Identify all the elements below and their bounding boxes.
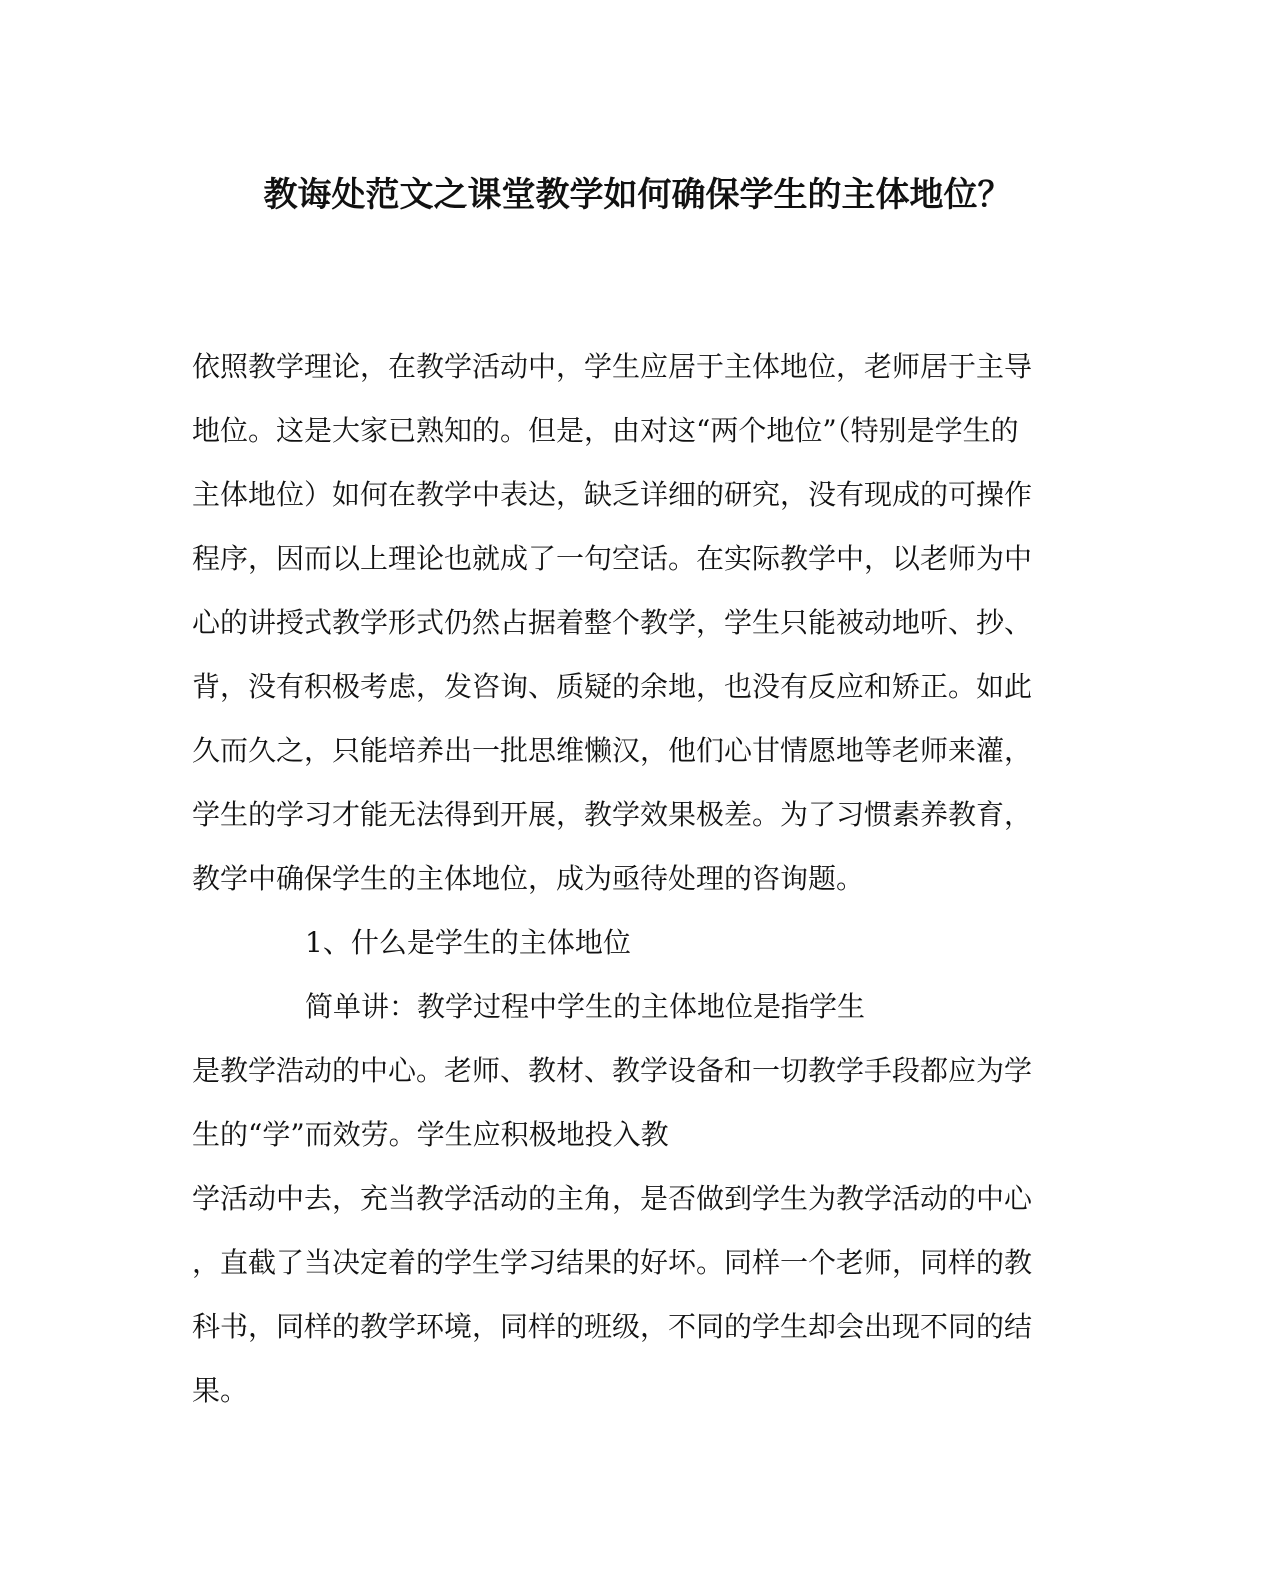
paragraph-line: 背，没有积极考虑，发咨询、质疑的余地，也没有反应和矫正。如此	[192, 670, 1033, 703]
paragraph-line: 生的“学”而效劳。学生应积极地投入教	[192, 1118, 669, 1151]
paragraph-line: 果。	[192, 1374, 249, 1407]
paragraph-line: 心的讲授式教学形式仍然占据着整个教学，学生只能被动地听、抄、	[192, 606, 1033, 639]
document-title: 教诲处范文之课堂教学如何确保学生的主体地位？	[263, 175, 1012, 215]
paragraph-line: 主体地位）如何在教学中表达，缺乏详细的研究，没有现成的可操作	[192, 478, 1033, 511]
paragraph-line: ，直截了当决定着的学生学习结果的好坏。同样一个老师，同样的教	[192, 1246, 1033, 1279]
paragraph-line: 程序，因而以上理论也就成了一句空话。在实际教学中，以老师为中	[192, 542, 1033, 575]
paragraph-line: 简单讲：教学过程中学生的主体地位是指学生	[305, 990, 866, 1023]
paragraph-line: 依照教学理论，在教学活动中，学生应居于主体地位，老师居于主导	[192, 350, 1033, 383]
paragraph-line: 久而久之，只能培养出一批思维懒汉，他们心甘情愿地等老师来灌，	[192, 734, 1033, 767]
paragraph-line: 地位。这是大家已熟知的。但是，由对这“两个地位”（特别是学生的	[192, 414, 1019, 447]
paragraph-line: 学生的学习才能无法得到开展，教学效果极差。为了习惯素养教育，	[192, 798, 1033, 831]
paragraph-line: 教学中确保学生的主体地位，成为亟待处理的咨询题。	[192, 862, 865, 895]
paragraph-line: 是教学浩动的中心。老师、教材、教学设备和一切教学手段都应为学	[192, 1054, 1033, 1087]
paragraph-line: 学活动中去，充当教学活动的主角，是否做到学生为教学活动的中心	[192, 1182, 1033, 1215]
paragraph-line: 科书，同样的教学环境，同样的班级，不同的学生却会出现不同的结	[192, 1310, 1033, 1343]
section-heading: 1、什么是学生的主体地位	[305, 926, 631, 959]
